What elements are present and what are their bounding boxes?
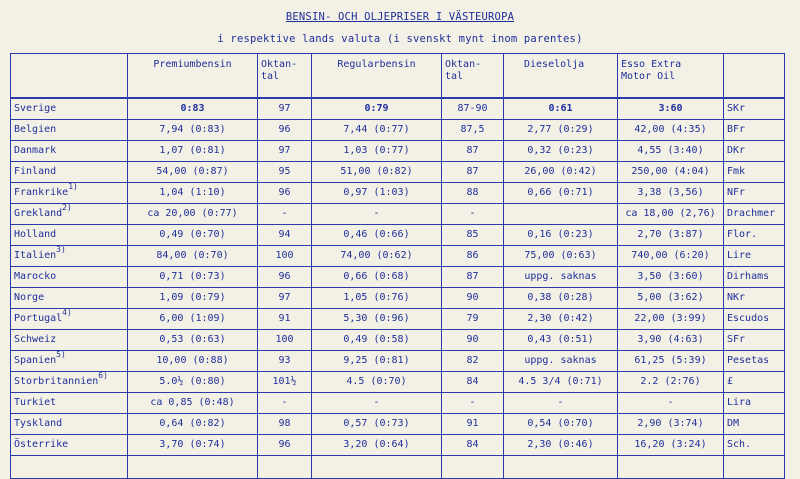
price-table	[10, 53, 785, 479]
row-diesel: 2,30 (0:46)	[504, 435, 618, 456]
row-regular: 74,00 (0:62)	[312, 246, 442, 267]
row-diesel: 2,77 (0:29)	[504, 120, 618, 141]
row-country: Spanien$^{5)}$	[11, 351, 128, 372]
row-regular: 0,66 (0:68)	[312, 267, 442, 288]
row-regular: 0,46 (0:66)	[312, 225, 442, 246]
row-oil: 22,00 (3:99)	[618, 309, 724, 330]
table-row	[11, 330, 785, 351]
row-octane-1: 97	[258, 98, 312, 120]
footnote-marker: 1)	[68, 182, 78, 191]
row-currency: DM	[724, 414, 785, 435]
row-oil: 3,50 (3:60)	[618, 267, 724, 288]
row-regular: 3,20 (0:64)	[312, 435, 442, 456]
row-octane-2: 87-90	[442, 98, 504, 120]
row-oil: 61,25 (5:39)	[618, 351, 724, 372]
row-octane-2: 87	[442, 162, 504, 183]
row-octane-2: 79	[442, 309, 504, 330]
row-currency: NKr	[724, 288, 785, 309]
table-row	[11, 225, 785, 246]
header-regular: Regularbensin	[312, 54, 442, 99]
row-regular: 0,97 (1:03)	[312, 183, 442, 204]
row-regular: -	[312, 204, 442, 225]
row-oil: 3,90 (4:63)	[618, 330, 724, 351]
row-currency: Escudos	[724, 309, 785, 330]
row-diesel: 0,43 (0:51)	[504, 330, 618, 351]
row-octane-2: 86	[442, 246, 504, 267]
row-regular: 51,00 (0:82)	[312, 162, 442, 183]
row-currency: SKr	[724, 98, 785, 120]
row-octane-2: 84	[442, 372, 504, 393]
row-premium: 0:83	[128, 98, 258, 120]
row-premium: 3,70 (0:74)	[128, 435, 258, 456]
row-premium: 54,00 (0:87)	[128, 162, 258, 183]
row-octane-2: 87	[442, 141, 504, 162]
row-regular: 1,05 (0:76)	[312, 288, 442, 309]
table-row	[11, 309, 785, 330]
row-premium: 7,94 (0:83)	[128, 120, 258, 141]
row-currency: NFr	[724, 183, 785, 204]
row-currency: Pesetas	[724, 351, 785, 372]
row-premium: 0,71 (0:73)	[128, 267, 258, 288]
header-oil: Esso Extra Motor Oil	[618, 54, 724, 99]
row-octane-2: 85	[442, 225, 504, 246]
row-oil: 740,00 (6:20)	[618, 246, 724, 267]
row-regular: 0,49 (0:58)	[312, 330, 442, 351]
row-octane-1: 97	[258, 141, 312, 162]
header-row	[11, 54, 785, 99]
row-diesel: uppg. saknas	[504, 267, 618, 288]
row-premium: 1,04 (1:10)	[128, 183, 258, 204]
row-currency: Flor.	[724, 225, 785, 246]
row-currency: £	[724, 372, 785, 393]
table-row	[11, 414, 785, 435]
row-octane-1: 100	[258, 330, 312, 351]
row-regular: 1,03 (0:77)	[312, 141, 442, 162]
row-octane-1: 96	[258, 435, 312, 456]
table-row	[11, 162, 785, 183]
row-diesel	[504, 204, 618, 225]
footnote-marker: 3)	[56, 245, 66, 254]
row-country: Marocko	[11, 267, 128, 288]
row-country: Portugal$^{4)}$	[11, 309, 128, 330]
row-oil: -	[618, 393, 724, 414]
row-octane-1: -	[258, 204, 312, 225]
table-row	[11, 372, 785, 393]
row-country: Storbritannien$^{6)}$	[11, 372, 128, 393]
row-octane-1: -	[258, 393, 312, 414]
row-premium: 1,09 (0:79)	[128, 288, 258, 309]
page-title: BENSIN- OCH OLJEPRISER I VÄSTEUROPA	[285, 11, 515, 23]
row-oil: 2.2 (2:76)	[618, 372, 724, 393]
row-oil: 42,00 (4:35)	[618, 120, 724, 141]
table-row	[11, 435, 785, 456]
row-premium: 10,00 (0:88)	[128, 351, 258, 372]
row-oil: 16,20 (3:24)	[618, 435, 724, 456]
row-regular: 0:79	[312, 98, 442, 120]
row-oil: 5,00 (3:62)	[618, 288, 724, 309]
header-premium: Premiumbensin	[128, 54, 258, 99]
row-octane-1: 93	[258, 351, 312, 372]
row-diesel: 0:61	[504, 98, 618, 120]
row-diesel: 4.5 3/4 (0:71)	[504, 372, 618, 393]
row-diesel: 0,54 (0:70)	[504, 414, 618, 435]
row-country: Danmark	[11, 141, 128, 162]
row-diesel: -	[504, 393, 618, 414]
header-country	[11, 54, 128, 99]
row-country: Italien$^{3)}$	[11, 246, 128, 267]
row-octane-2: 88	[442, 183, 504, 204]
row-country: Schweiz	[11, 330, 128, 351]
table-row	[11, 98, 785, 120]
row-oil: 3:60	[618, 98, 724, 120]
row-regular: 4.5 (0:70)	[312, 372, 442, 393]
row-country: Sverige	[11, 98, 128, 120]
row-currency: Dirhams	[724, 267, 785, 288]
header-octane-2: Oktan- tal	[442, 54, 504, 99]
table-row	[11, 267, 785, 288]
row-diesel: 0,66 (0:71)	[504, 183, 618, 204]
row-octane-1: 95	[258, 162, 312, 183]
footnote-marker: 2)	[62, 203, 72, 212]
row-country: Tyskland	[11, 414, 128, 435]
row-diesel: 2,30 (0:42)	[504, 309, 618, 330]
row-octane-1: 97	[258, 288, 312, 309]
table-row	[11, 120, 785, 141]
table-row	[11, 351, 785, 372]
page-subtitle: i respektive lands valuta (i svenskt mynt inom parentes)	[217, 33, 583, 45]
row-octane-1: 96	[258, 183, 312, 204]
row-diesel: 0,32 (0:23)	[504, 141, 618, 162]
row-octane-1: 91	[258, 309, 312, 330]
row-diesel: 75,00 (0:63)	[504, 246, 618, 267]
row-currency: Sch.	[724, 435, 785, 456]
footnote-marker: 6)	[98, 371, 108, 380]
row-octane-2: 90	[442, 288, 504, 309]
row-premium: 5.0½ (0:80)	[128, 372, 258, 393]
footnote-marker: 5)	[56, 350, 66, 359]
row-diesel: 26,00 (0:42)	[504, 162, 618, 183]
row-octane-2: -	[442, 204, 504, 225]
table-row	[11, 183, 785, 204]
row-octane-2: 91	[442, 414, 504, 435]
table-row	[11, 141, 785, 162]
row-country: Norge	[11, 288, 128, 309]
table-row	[11, 288, 785, 309]
row-octane-2: 87,5	[442, 120, 504, 141]
row-premium: 1,07 (0:81)	[128, 141, 258, 162]
row-oil: 2,90 (3:74)	[618, 414, 724, 435]
row-oil: 2,70 (3:87)	[618, 225, 724, 246]
row-diesel: 0,38 (0:28)	[504, 288, 618, 309]
row-premium: ca 20,00 (0:77)	[128, 204, 258, 225]
blank-row	[11, 456, 785, 479]
table-row	[11, 246, 785, 267]
row-diesel: 0,16 (0:23)	[504, 225, 618, 246]
row-octane-2: 87	[442, 267, 504, 288]
row-regular: 0,57 (0:73)	[312, 414, 442, 435]
row-currency: DKr	[724, 141, 785, 162]
row-octane-2: 84	[442, 435, 504, 456]
row-currency: Drachmer	[724, 204, 785, 225]
row-currency: BFr	[724, 120, 785, 141]
table-row	[11, 393, 785, 414]
row-diesel: uppg. saknas	[504, 351, 618, 372]
table-body	[11, 98, 785, 456]
row-currency: Fmk	[724, 162, 785, 183]
row-octane-1: 96	[258, 267, 312, 288]
row-oil: 3,38 (3,56)	[618, 183, 724, 204]
footnote-marker: 4)	[62, 308, 72, 317]
row-country: Finland	[11, 162, 128, 183]
row-regular: 7,44 (0:77)	[312, 120, 442, 141]
row-octane-1: 100	[258, 246, 312, 267]
row-octane-1: 101½	[258, 372, 312, 393]
row-oil: ca 18,00 (2,76)	[618, 204, 724, 225]
header-octane-1: Oktan- tal	[258, 54, 312, 99]
row-premium: 84,00 (0:70)	[128, 246, 258, 267]
row-country: Österrike	[11, 435, 128, 456]
row-oil: 250,00 (4:04)	[618, 162, 724, 183]
row-country: Grekland$^{2)}$	[11, 204, 128, 225]
row-currency: SFr	[724, 330, 785, 351]
row-premium: 0,64 (0:82)	[128, 414, 258, 435]
table-row	[11, 204, 785, 225]
row-country: Frankrike$^{1)}$	[11, 183, 128, 204]
row-octane-2: 82	[442, 351, 504, 372]
row-premium: ca 0,85 (0:48)	[128, 393, 258, 414]
row-octane-1: 98	[258, 414, 312, 435]
row-country: Holland	[11, 225, 128, 246]
row-octane-1: 96	[258, 120, 312, 141]
header-diesel: Dieselolja	[504, 54, 618, 99]
row-regular: 5,30 (0:96)	[312, 309, 442, 330]
row-octane-2: -	[442, 393, 504, 414]
row-regular: -	[312, 393, 442, 414]
row-premium: 6,00 (1:09)	[128, 309, 258, 330]
row-premium: 0,49 (0:70)	[128, 225, 258, 246]
row-oil: 4,55 (3:40)	[618, 141, 724, 162]
row-country: Turkiet	[11, 393, 128, 414]
row-octane-2: 90	[442, 330, 504, 351]
row-regular: 9,25 (0:81)	[312, 351, 442, 372]
row-octane-1: 94	[258, 225, 312, 246]
header-currency	[724, 54, 785, 99]
row-country: Belgien	[11, 120, 128, 141]
row-premium: 0,53 (0:63)	[128, 330, 258, 351]
row-currency: Lira	[724, 393, 785, 414]
row-currency: Lire	[724, 246, 785, 267]
